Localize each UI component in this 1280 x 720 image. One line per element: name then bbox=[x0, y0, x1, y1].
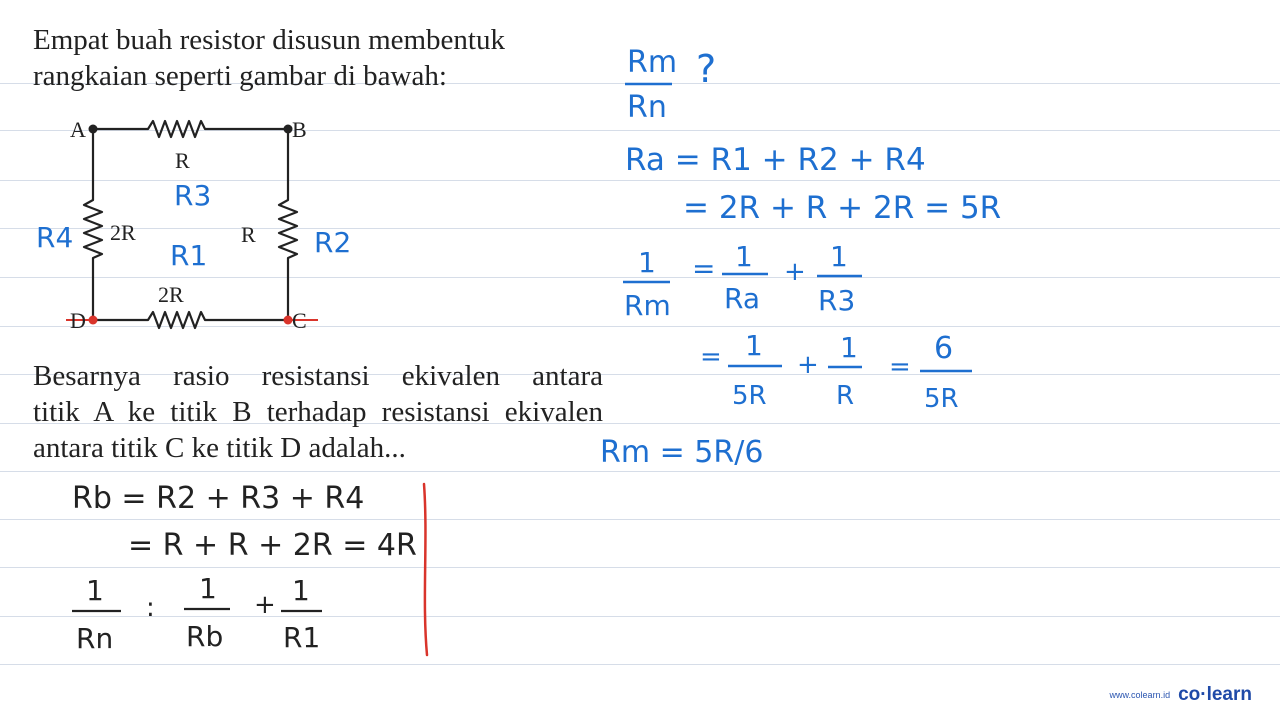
substitute-r-numerator: 1 bbox=[840, 331, 858, 364]
inverse-rb-numerator: 1 bbox=[199, 572, 217, 605]
inverse-plus: + bbox=[254, 590, 276, 620]
substitute-6-numerator: 6 bbox=[934, 331, 954, 366]
node-label-b: B bbox=[292, 117, 307, 142]
inverse-rb-denominator: Rb bbox=[186, 620, 224, 653]
rb-result: = R + R + 2R = 4R bbox=[128, 528, 417, 563]
substitute-5r-numerator: 1 bbox=[745, 329, 763, 362]
inverse-ra-numerator: 1 bbox=[735, 240, 753, 273]
solution-right bbox=[600, 45, 1001, 470]
ratio-numerator: Rm bbox=[627, 45, 678, 80]
substitute-equals-2: = bbox=[889, 352, 911, 382]
inverse-r3-numerator: 1 bbox=[830, 240, 848, 273]
substitute-r-denominator: R bbox=[836, 381, 855, 411]
problem-intro-line: Empat buah resistor disusun membentuk bbox=[33, 24, 505, 56]
annotation-r2: R2 bbox=[314, 226, 352, 259]
node-a bbox=[89, 125, 98, 134]
substitute-6-denominator: 5R bbox=[924, 384, 959, 414]
inverse-r3-denominator: R3 bbox=[818, 284, 856, 317]
problem-question-line: Besarnya rasio resistansi ekivalen antara bbox=[33, 360, 603, 392]
inverse-rn-colon: : bbox=[146, 593, 155, 623]
footer-url: www.colearn.id bbox=[1109, 690, 1171, 700]
problem-intro-line: rangkaian seperti gambar di bawah: bbox=[33, 60, 447, 92]
ratio-question-mark: ? bbox=[696, 47, 717, 91]
rm-result: Rm = 5R/6 bbox=[600, 435, 764, 470]
solution-bottom bbox=[72, 481, 417, 655]
inverse-equals: = bbox=[692, 252, 716, 285]
inverse-rn-numerator: 1 bbox=[86, 574, 104, 607]
ra-result: = 2R + R + 2R = 5R bbox=[683, 190, 1002, 226]
top-wire bbox=[93, 121, 288, 137]
problem-question-line: antara titik C ke titik D adalah... bbox=[33, 432, 406, 464]
inverse-rn-denominator: Rn bbox=[76, 622, 114, 655]
brand-logo: co·learn bbox=[1178, 684, 1252, 705]
annotation-r4: R4 bbox=[36, 221, 74, 254]
inverse-r1-numerator: 1 bbox=[292, 574, 310, 607]
ra-equation: Ra = R1 + R2 + R4 bbox=[625, 142, 926, 178]
inverse-rm-denominator: Rm bbox=[624, 289, 671, 322]
substitute-5r-denominator: 5R bbox=[732, 381, 767, 411]
footer-branding bbox=[1110, 684, 1252, 706]
rb-equation: Rb = R2 + R3 + R4 bbox=[72, 481, 365, 516]
right-wire bbox=[279, 129, 297, 320]
annotation-r3: R3 bbox=[174, 179, 212, 212]
annotation-r1: R1 bbox=[170, 239, 208, 272]
problem-question-line: titik A ke titik B terhadap resistansi ekivalen bbox=[33, 396, 603, 428]
node-label-a: A bbox=[70, 117, 86, 142]
resistor-value-bottom: 2R bbox=[158, 282, 184, 307]
node-label-d: D bbox=[70, 308, 86, 333]
resistor-value-top: R bbox=[175, 148, 190, 173]
resistor-value-left: 2R bbox=[110, 220, 136, 245]
inverse-rm-numerator: 1 bbox=[638, 246, 656, 279]
node-label-c: C bbox=[292, 308, 307, 333]
inverse-plus: + bbox=[784, 257, 806, 287]
substitute-plus: + bbox=[797, 350, 819, 380]
resistor-value-right: R bbox=[241, 222, 256, 247]
ratio-denominator: Rn bbox=[627, 90, 667, 125]
inverse-ra-denominator: Ra bbox=[724, 282, 760, 315]
substitute-equals: = bbox=[700, 342, 722, 372]
inverse-r1-denominator: R1 bbox=[283, 621, 321, 654]
bottom-wire bbox=[93, 312, 288, 328]
left-wire bbox=[84, 129, 102, 320]
red-divider-line bbox=[424, 484, 427, 655]
